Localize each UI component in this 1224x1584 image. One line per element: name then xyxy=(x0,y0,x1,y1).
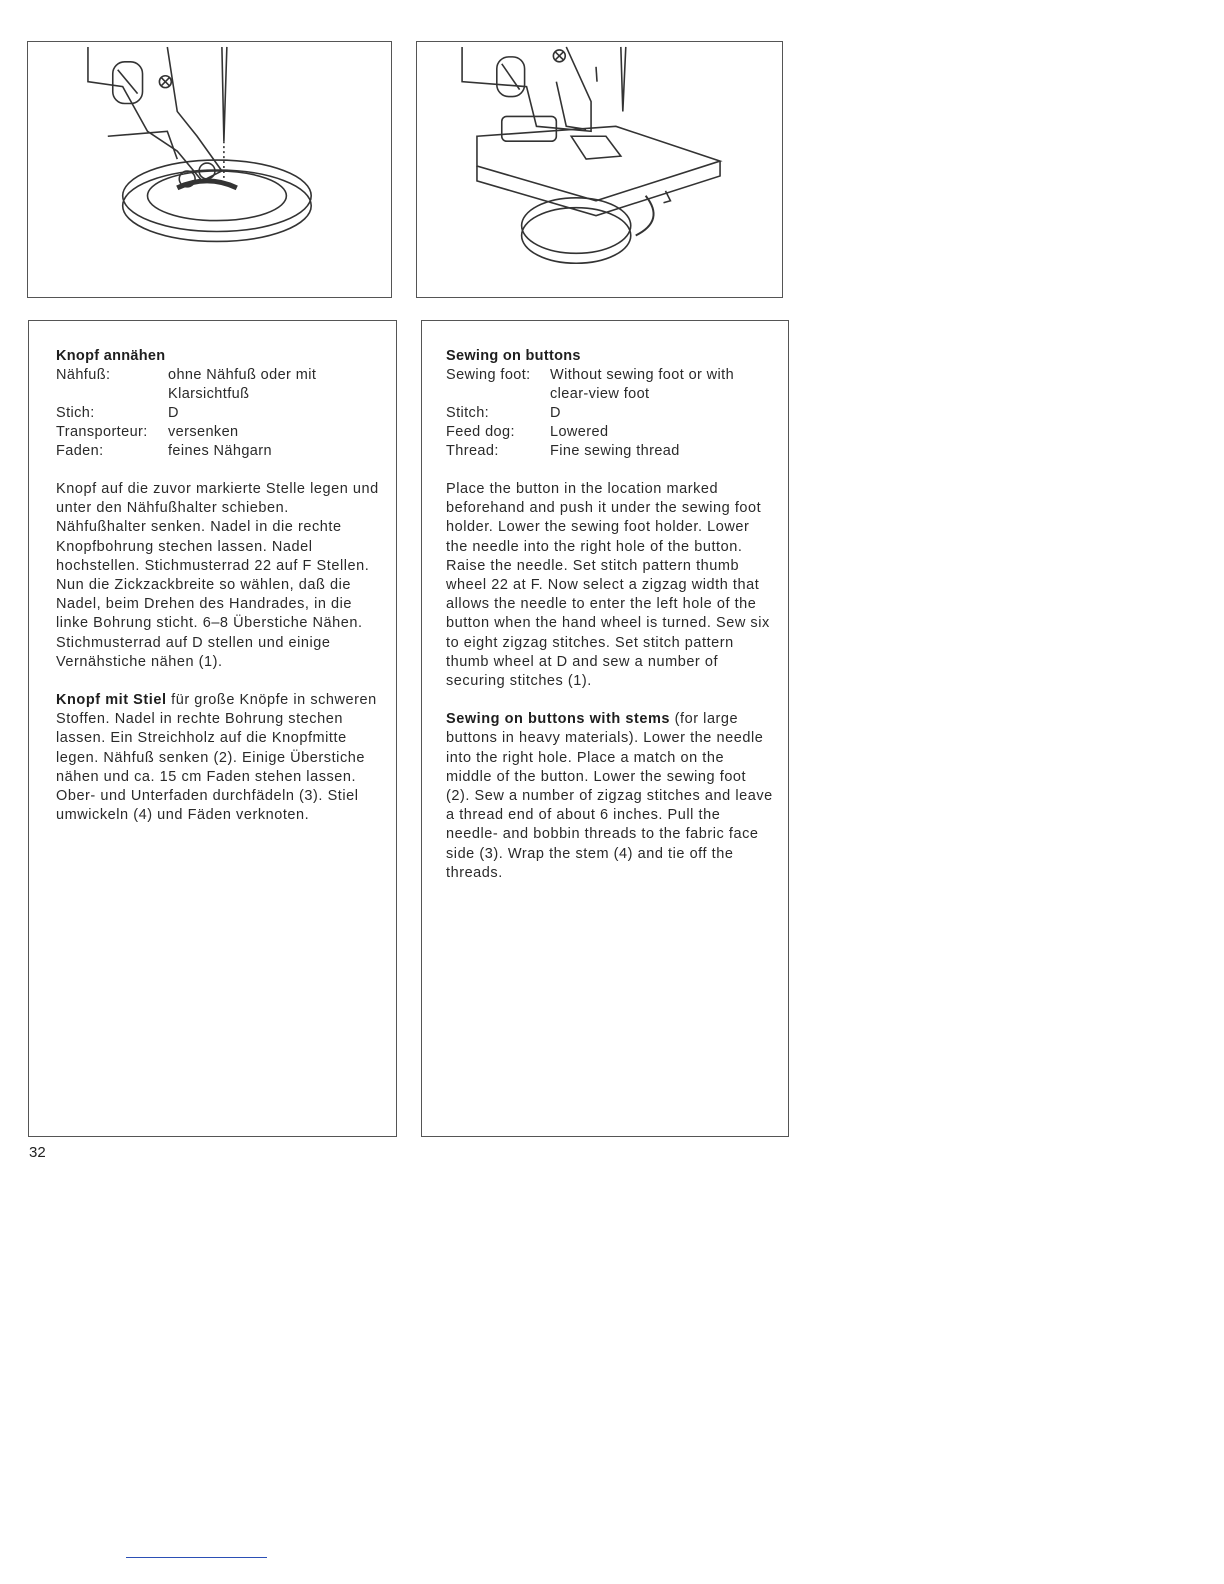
spec-value: Fine sewing thread xyxy=(550,443,680,459)
footer-rule xyxy=(126,1557,267,1558)
button-sewing-drawing-left xyxy=(28,42,391,297)
spec-value: D xyxy=(550,405,561,421)
spec-value: D xyxy=(168,405,179,421)
spec-label: Nähfuß: xyxy=(56,367,111,383)
illustration-button-without-foot xyxy=(27,41,392,298)
spec-value: versenken xyxy=(168,424,239,440)
german-title: Knopf annähen xyxy=(56,348,166,364)
english-stem-paragraph xyxy=(446,710,774,883)
spec-value: feines Nähgarn xyxy=(168,443,272,459)
german-instructions xyxy=(28,320,397,1137)
spec-label: Feed dog: xyxy=(446,424,515,440)
spec-label: Transporteur: xyxy=(56,424,148,440)
spec-row-feed-dog xyxy=(446,423,774,442)
spec-label: Faden: xyxy=(56,443,104,459)
spec-row-stitch xyxy=(446,404,774,423)
spec-row-feed-dog xyxy=(56,423,382,442)
spec-label: Stitch: xyxy=(446,405,490,421)
page-number: 32 xyxy=(29,1144,46,1161)
spec-label: Sewing foot: xyxy=(446,367,531,383)
english-instruction-paragraph: Place the button in the location marked beforehand and push it under the sewing foot holder. Lower the sewing foot holder. Lower the needle into the right hole of the button. Raise the needle. Set stitch pattern thumb wheel 22 at F. Now select a zigzag width that allows the needle to enter the left hole of the button when the hand wheel is turned. Sew six to eight zigzag stitches. Set stitch pattern thumb wheel at D and sew a number of securing stitches (1). xyxy=(446,481,770,690)
button-sewing-drawing-right xyxy=(417,42,782,297)
spec-row-presser-foot xyxy=(56,366,382,404)
spec-value: Lowered xyxy=(550,424,609,440)
german-stem-text: für große Knöpfe in schweren Stoffen. Nadel in rechte Bohrung stechen lassen. Ein Streichholz auf die Knopfmitte legen. Nähfuß senken (2). Einige Überstiche nähen und ca. 15 cm Faden stehen lassen. Ober- und Unterfaden durchfädeln (3). Stiel umwickeln (4) und Fäden verknoten. xyxy=(56,692,377,824)
illustration-button-with-clear-view-foot xyxy=(416,41,783,298)
spec-label: Stich: xyxy=(56,405,95,421)
spec-row-thread xyxy=(56,442,382,461)
spec-value: ohne Nähfuß oder mit Klarsichtfuß xyxy=(168,367,317,402)
english-instructions xyxy=(421,320,789,1137)
english-stem-text: (for large buttons in heavy materials). Lower the needle into the right hole. Place a match on the middle of the button. Lower the sewing foot (2). Sew a number of zigzag stitches and leave a thread end of about 6 inches. Pull the needle- and bobbin threads to the fabric face side (3). Wrap the stem (4) and tie off the threads. xyxy=(446,711,773,881)
german-stem-heading: Knopf mit Stiel xyxy=(56,692,167,709)
spec-row-sewing-foot xyxy=(446,366,774,404)
german-instruction-paragraph: Knopf auf die zuvor markierte Stelle legen und unter den Nähfußhalter schieben. Nähfußhalter senken. Nadel in die rechte Knopfbohrung stechen lassen. Nadel hochstellen. Stichmusterrad 22 auf F Stellen. Nun die Zickzackbreite so wählen, daß die Nadel, beim Drehen des Handrades, in die linke Bohrung sticht. 6–8 Überstiche Nähen. Stichmusterrad auf D stellen und einige Vernähstiche nähen (1). xyxy=(56,481,379,670)
english-stem-heading: Sewing on buttons with stems xyxy=(446,711,671,728)
spec-row-thread xyxy=(446,442,774,461)
spec-row-stitch xyxy=(56,404,382,423)
english-title: Sewing on buttons xyxy=(446,348,581,364)
spec-value: Without sewing foot or with clear-view foot xyxy=(550,367,735,402)
spec-label: Thread: xyxy=(446,443,499,459)
german-stem-paragraph xyxy=(56,691,382,825)
